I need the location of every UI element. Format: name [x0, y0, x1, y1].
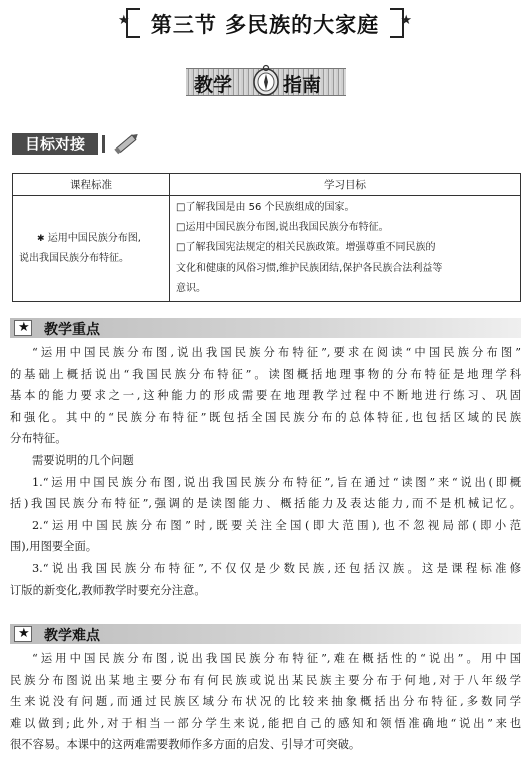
text-line: 难以做到;此外,对于相当一部分学生来说,能把自己的感知和领悟准确地“说出”来也 [10, 716, 521, 730]
star-icon: ★ [118, 13, 130, 28]
star-icon: ★ [18, 320, 30, 335]
note-item-1-cont: 括)我国民族分布特征”,强调的是读图能力、概括能力及表达能力,而不是机械记忆。 [10, 497, 521, 511]
column-header-standard: 课程标准 [13, 174, 170, 196]
title-frame [118, 8, 412, 38]
star-icon: ★ [400, 13, 412, 28]
note-item-2-cont: 围),用图要全面。 [10, 540, 98, 554]
difficulty-paragraph [10, 648, 521, 756]
note-item-3: 3.“说出我国民族分布特征”,不仅仅是少数民族,还包括汉族。这是课程标准修 [32, 561, 521, 575]
goal-item-3-end: 意识。 [176, 282, 206, 294]
standards-table [12, 173, 521, 302]
goal-item-3-cont: 文化和健康的风俗习惯,维护民族团结,保护各民族合法利益等 [176, 262, 443, 274]
text-line: 很不容易。本课中的这两难需要教师作多方面的启发、引导才可突破。 [10, 738, 361, 752]
focus-heading: 教学重点 [44, 322, 100, 338]
star-icon: ★ [18, 626, 30, 641]
goals-cell [170, 196, 521, 302]
table-row [13, 196, 521, 302]
standard-cell [13, 196, 170, 302]
guide-right-label: 指南 [283, 74, 322, 96]
page-header [0, 6, 529, 42]
bullet-icon: ✱ [37, 233, 45, 244]
guide-left-label: 教学 [194, 74, 233, 96]
note-item-2: 2.“运用中国民族分布图”时,既要关注全国(即大范围),也不忽视局部(即小范 [32, 518, 521, 532]
goal-item-3: □了解我国宪法规定的相关民族政策。增强尊重不同民族的 [176, 242, 436, 254]
table-header-row [13, 174, 521, 196]
bracket-left [126, 8, 140, 38]
target-label: 目标对接 [12, 133, 98, 155]
focus-paragraph [10, 342, 521, 601]
text-line: “运用中国民族分布图,说出我国民族分布特征”,难在概括性的“说出”。用中国 [32, 652, 521, 665]
focus-section-header [10, 318, 521, 338]
text-line: 的基础上概括说出“我国民族分布特征”。读图概括地理事物的分布特征是地理学科 [10, 367, 521, 381]
note-item-1: 1.“运用中国民族分布图,说出我国民族分布特征”,旨在通过“读图”来“说出(即概 [32, 475, 521, 489]
pen-icon [112, 129, 142, 157]
compass-icon [252, 64, 280, 98]
text-line: 民族分布图说出某地主要分布有何民族或说出某民族主要分布于何地,对于八年级学 [10, 673, 521, 687]
divider-bar [102, 135, 105, 153]
text-line: 基本的能力要求之一,这种能力的形成需要在地理教学过程中不断地进行练习、巩固 [10, 389, 521, 403]
text-line: “运用中国民族分布图,说出我国民族分布特征”,要求在阅读“中国民族分布图” [32, 346, 521, 359]
goal-item-2: □运用中国民族分布图,说出我国民族分布特征。 [176, 222, 389, 234]
text-line: 生来说没有问题,而通过民族区域分布状况的比较来抽象概括出分布特征,多数同学 [10, 695, 521, 709]
column-header-goals: 学习目标 [170, 174, 521, 196]
subheading-line: 需要说明的几个问题 [32, 453, 134, 467]
teaching-guide-banner [186, 64, 346, 100]
difficulty-heading: 教学难点 [44, 628, 100, 644]
difficulty-section-header [10, 624, 521, 644]
note-item-3-cont: 订版的新变化,教师教学时要充分注意。 [10, 583, 206, 597]
standard-line-2: 说出我国民族分布特征。 [19, 252, 129, 264]
standard-line-1: 运用中国民族分布图, [47, 232, 141, 244]
text-line: 分布特征。 [10, 432, 67, 446]
text-line: 和强化。其中的“民族分布特征”既包括全国民族分布的总体特征,也包括区域的民族 [10, 410, 521, 424]
goal-item-1: □了解我国是由 56 个民族组成的国家。 [176, 202, 355, 213]
page-title: 第三节 多民族的大家庭 [150, 12, 380, 37]
